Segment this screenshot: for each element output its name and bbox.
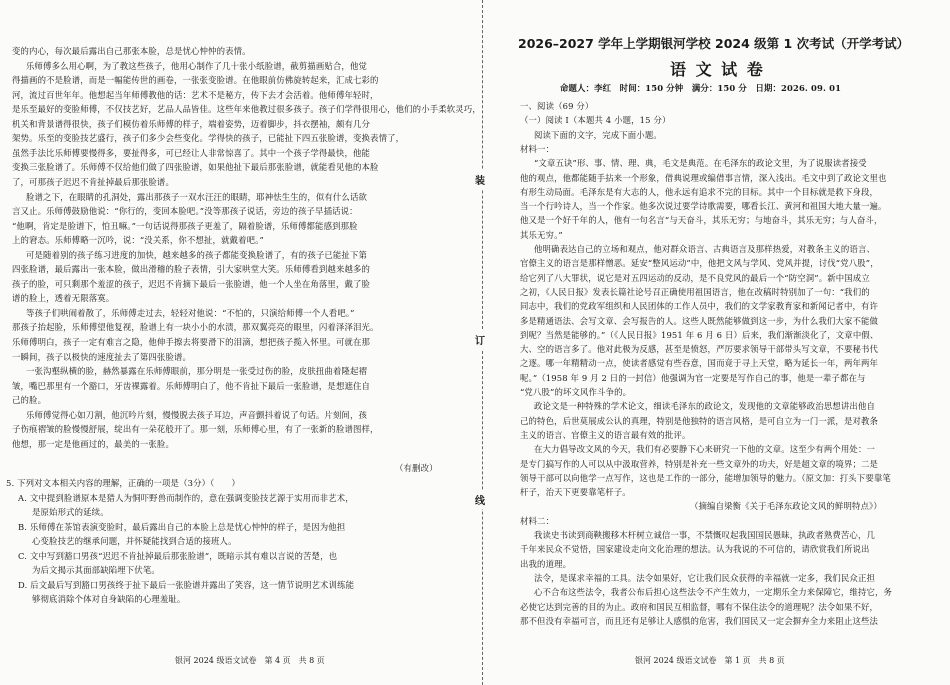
left-lines-line: 变换三张脸谱了。乐师傅不仅给他们做了四张脸谱，如果他扯下最后那张脸谱，就能看见他的本脸 [12,162,379,173]
right-lines-line: 他明确表达自己的立场和观点，他对群众语言、古典语言及那样热爱，对教条主义的语言、 [534,244,875,254]
left-lines-line: 己的脸。 [12,395,47,406]
right-lines-line: （一）阅读 I（本题共 4 小题，15 分） [520,115,671,126]
left-lines-line: 可是随着别的孩子练习进度的加快，越来越多的孩子都能变换脸谱了，有的孩子已能扯下第 [26,249,367,260]
left-lines-line: 是原始形式的延续。 [32,507,109,518]
left-lines-line: 乐师傅明白，孩子一定有难言之隐，他伸手擦去将要滑下的泪滴，想把孩子揽入怀里。可就在那 [12,337,371,347]
right-lines-line: 杆子，治天下更要靠笔杆子。 [520,487,631,498]
left-lines-line: 子伤痕褶皱的脸慢慢舒展，绽出有一朵花般开了。那一刻，乐师傅心里，有了一张新的脸谱图样， [12,424,379,435]
right-lines-line: 主义的语言、官僚主义的语言最有效的批评。 [520,429,691,440]
left-lines-line: 孩子的脸，可只剩那个羞涩的孩子，迟迟不肯摘下最后一张脸谱，他一个人坐在角落里，戴了脸 [12,278,371,289]
right-page [490,0,950,685]
right-lines-line: 当一个行吟诗人，当一个作家。他多次说过要学诗歌需要，哪看长江、黄河和祖国大地大量一遍。 [520,201,887,212]
right-lines-line: 他的观点，他都能随手拈来一个形象，借典说理或编借事言情，深入浅出。毛文中到了政论文里也 [520,172,887,183]
right-lines-line: 政论文是一种特殊的学术论文，细读毛泽东的政论文，发现他的文章能够政治思想讲出他自 [534,401,875,412]
right-lines-line: 给它列了八大罪状，说它是对五四运动的反动，是不良党风的最后一个“防空洞”。新中国成立 [520,272,870,283]
right-lines-line: 是专门搞写作的人可以从中汲取营养，特别是补充一些文章外的功夫，好是超文章的境界；二是 [520,458,879,469]
exam-info: 命题人：李红 时间：150 分钟 满分：150 分 日期：2026. 09. 01 [560,83,842,93]
right-lines-line: “文章五诀”形、事、情、理、典，毛文是典范。在毛泽东的政论文里，为了说服读者接受 [534,158,867,169]
right-lines-line: 之逐。哪一年精精动一点，使读者感觉有些吞意，国而竟于寻上天堂，略为延长一年，两年两年 [520,358,879,369]
left-lines-line: C. 文中写到豁口男孩“迟迟不肯扯掉最后那张脸谱”，既暗示其有难以言说的苦楚，也 [18,550,338,561]
right-lines-line: “党八股”的坏文风作斗争的。 [520,387,632,397]
exam-subtitle: 语 文 试 卷 [670,60,765,79]
right-lines-line: 有形生动局面。毛泽东是有大志的人，他永远有追求不完的目标。其中一个目标就是救下身段， [520,186,879,197]
right-lines-line: 千年来民众不觉悟，国家建设走向文化治理的想法。认为我说的不可信的，请欣赏我们所说出 [520,544,870,555]
right-lines-line: 官僚主义的语言是那样憎恶。延安“整风运动”中，他把文风与学风、党风并提，讨伐“党八股”， [520,258,879,269]
left-lines-line: A. 文中提到脸谱原本是猎人为恫吓野兽而制作的，意在强调变脸技艺源于实用而非艺术， [18,492,354,503]
left-lines-line: 皱，嘴巴那里有一个豁口，牙齿裸露着。乐师傅明白了，他不肯扯下最后一张脸谱，是想遮住自 [12,380,371,391]
left-lines-line: 了，可那孩子迟迟不肯扯掉最后那张脸谱。 [12,176,174,187]
left-lines-line: 上的窘态。乐师傅略一沉吟，说：“没关系，你不想扯，就戴着吧。” [12,235,264,246]
left-lines-line: 是乐至最好的变脸师傅，不仅技艺好，艺品人品皆佳。这些年来他教过很多孩子。孩子们学得很用心，他们的小手柔软灵巧， [12,104,481,115]
left-lines-line: 变的内心，每次最后露出自己那张本脸，总是忧心忡忡的表情。 [12,46,251,56]
right-lines-line: 法令，是谋求幸福的工具。法令如果好，它让我们民众获得的幸福就一定多，我们民众正担 [534,572,875,583]
binding-mark-ding: 订 [475,330,485,349]
left-lines-line: 心变脸技艺的继承问题，并怀疑能找到合适的接班人。 [32,536,237,547]
left-lines-line: 得描画的不是脸谱，而是一幅能传世的画卷，一张张变脸谱。在他眼前仿佛旋转起来，汇成七彩的 [12,75,379,86]
left-lines-line: 乐师傅觉得心如刀割，他沉吟片刻，慢慢脱去孩子耳边，声音颤抖着说了句话。片刻间，孩 [26,409,367,420]
left-lines-line: 够彻底消除个体对自身缺陷的心理羞耻。 [32,594,186,605]
left-lines-line: 一张沟壑纵横的脸，赫然暴露在乐师傅眼前，那分明是一张受过伤的脸，皮肤扭曲着隆起褶 [26,366,367,377]
right-lines-line: 必使它达到完善的目的为止。政府和国民互相监督，哪有不保住法令的道理呢？法令如果不好， [520,601,879,612]
left-lines-line: 机关和背景谱得很快，孩子们模仿着乐师傅的样子，端着姿势，迈着脚步，抖衣摆袖，颇有几分 [12,118,371,129]
right-lines-line: 其乐无穷。” [520,229,563,240]
left-lines-line: 乐师傅多么用心啊，为了教这些孩子，他用心制作了几十张小纸脸谱，截剪描画贴合，他觉 [26,60,367,71]
right-lines-line: 呢。”（1958 年 9 月 2 日的一封信）他强调为官一定要是写作自己的事，他是一辈子都在与 [520,372,866,383]
right-lines-line: 他又是一个好千年的人，他有一句名言“与天奋斗，其乐无穷；与地奋斗，其乐无穷；与人奋斗， [520,215,883,226]
right-lines-line: 领导干部可以向他学一点写作，这也是工作的一部分，能增加领导的魅力。（原文加：打头下要靠笔 [520,472,891,483]
left-lines-line: D. 后文最后写到豁口男孩终于扯下最后一张脸谱并露出了笑容，这一情节说明艺术训练能 [18,579,355,590]
right-lines-line: 之初，《人民日报》发表长篇社论号召正确使用祖国语言，他在改稿时特别加了一句：“我们的 [520,286,870,297]
left-lines-line: 为后文揭示其面部缺陷埋下伏笔。 [32,565,160,576]
left-lines-line: 等孩子们哄闹着散了，乐师傅走过去，轻轻对他说：“不怕的，只演给师傅一个人看吧。” [26,307,355,318]
right-lines-line: 材料二： [520,515,555,526]
right-lines-line: 己的特色，后世莫展成公认的真理，特别是他独特的语言风格，是可自立为一门一派，是对教条 [520,415,879,426]
right-footer: 银河 2024 级语文试卷 第 1 页 共 8 页 [635,656,785,665]
right-lines-line: 心不合布这些法令，我者公布后担心这些法令不产生效力，一定期乐全力来保障它，维持它，务 [534,587,893,598]
right-lines-line: 我读史书读到商鞅搬移木杆树立诚信一事，不禁慨叹起我国国民愚昧，执政者熟费苦心，几 [534,530,875,540]
left-lines-line: 谱的脸上，透着无限落寞。 [12,293,115,304]
left-lines-line: 脸谱之下，在眼睛的孔洞处，露出那孩子一双水汪汪的眼睛，耶神怯生生的，似有什么话欲 [26,191,367,202]
left-lines-line: 那孩子抬起脸，乐师傅望他复视，脸谱上有一块小小的水渍，那双翼亮亮的眼里，闪着泽泽泪光。 [12,322,379,333]
right-lines-line: 大、空的语言多了。他对此极为反感，甚至是愤怒，严厉要求领导干部带头写文章，不要秘书代 [520,344,879,355]
exam-title: 2026–2027 学年上学期银河学校 2024 级第 1 次考试（开学考试） [518,36,910,51]
binding-mark-xian: 线 [475,490,485,509]
left-lines-line: （有删改） [395,463,438,474]
left-lines-line: 四张脸谱，最后露出一张本脸，做出滑稽的脸子表情，引大家哄堂大笑。乐师傅看到越来越多的 [12,264,371,275]
left-lines-line: 虽然手法比乐师傅要慢得多，要扯得多，可已经让人非常惊喜了。其中一个孩子学得最快，他能 [12,147,371,158]
left-lines-line: 一瞬间，孩子以极快的速度扯去了第四张脸谱。 [12,351,192,362]
binding-mark-zhuang: 装 [475,170,485,189]
right-lines-line: 到呢？当然是能够的。”（《人民日报》1951 年 6 月 6 日）后来，我们渐渐淡化了，文章中假、 [520,329,879,340]
right-lines-line: 那不但没有幸福可言，而且还有足够让人感惧的危害，我们国民又一定会摒弃全力来阻止这些法 [520,615,879,626]
right-lines-line: 在大力倡导改文风的今天，我们有必要静下心来研究一下他的文章。这至少有两个用处：一 [534,444,875,455]
right-lines-line: 材料一： [520,143,555,154]
right-lines-line: （摘编自梁衡《关于毛泽东政论文风的鲜明特点》） [690,501,882,512]
right-lines-line: 同志中，我们的党政军组织和人民团体的工作人员中，我们的文学家教育家和新闻记者中，有许 [520,301,879,312]
left-footer: 银河 2024 级语文试卷 第 4 页 共 8 页 [175,656,325,665]
left-lines-line: 河，流过百世年年。他想起当年师傅教他的话：艺术不是秘方，传下去才会活着。他师傅年轻时， [12,89,379,100]
left-lines-line: 5. 下列对文本相关内容的理解，正确的一项是（3分）（ ） [6,477,241,488]
left-lines-line: 言又止。乐师傅鼓励他说：“你行的，变回本脸吧。”没等那孩子说话，旁边的孩子早插话说： [12,206,358,217]
left-lines-line: 他想，那一定是他画过的，最美的一张脸。 [12,438,174,449]
left-lines-line: 架势。乐至的变脸技艺盛行，孩子们多少会些变化。学得快的孩子，已能扯下四五张脸谱，变换表情了， [12,133,405,144]
right-lines-line: 阅读下面的文字，完成下面小题。 [534,129,662,140]
right-lines-line: 多是精通语法、会写文章、会写报告的人。这些人既然能够做到这一步，为什么我们大家不能做 [520,315,879,326]
right-lines-line: 一、阅读（69 分） [520,101,594,111]
left-lines-line: “他啊，肯定是脸谱下，怕丑嘛。”一句话说得那孩子更羞了，隔着脸谱，乐师傅都能感到那脸 [12,220,358,231]
left-lines-line: B. 乐师傅在茶馆表演变脸时，最后露出自己的本脸上总是忧心忡忡的样子，是因为他担 [18,521,346,532]
right-lines-line: 出我的道理。 [520,558,572,569]
